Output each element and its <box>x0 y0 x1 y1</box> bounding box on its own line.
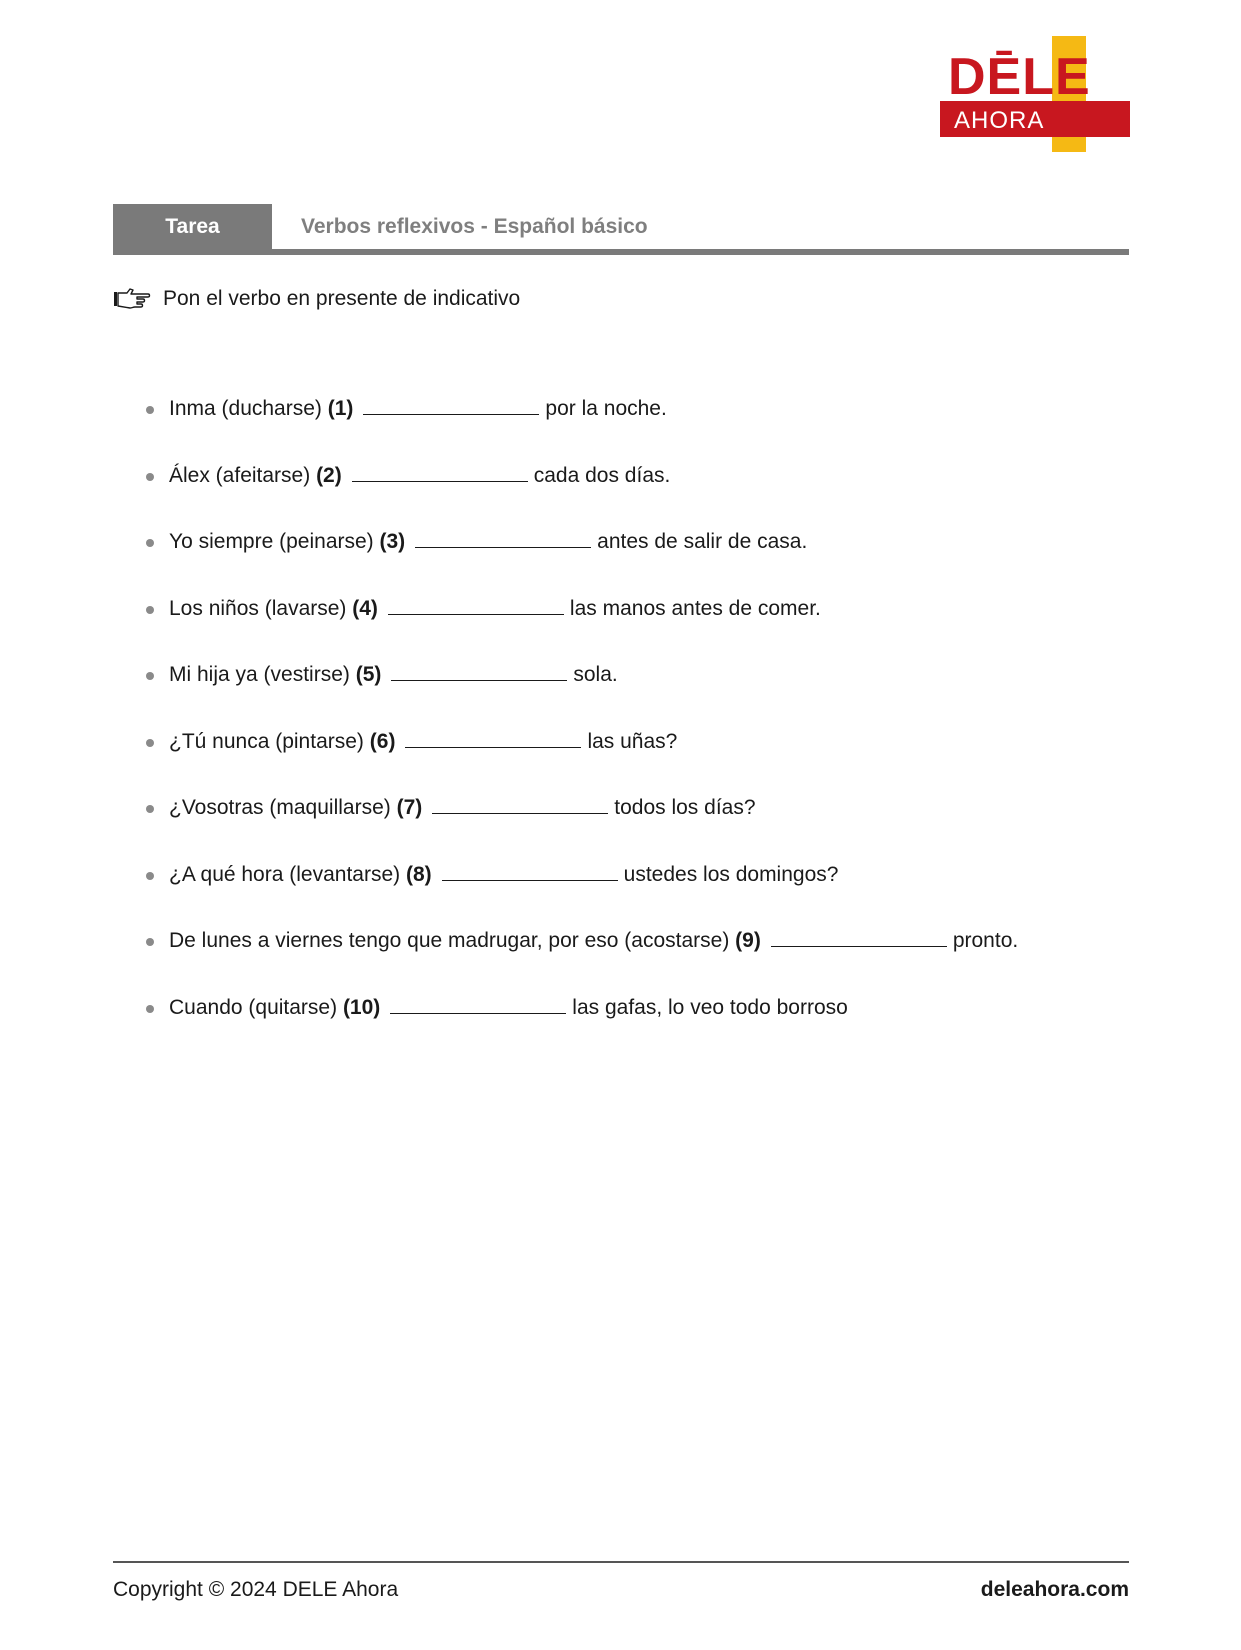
exercise-number: (9) <box>735 929 761 952</box>
bullet-icon <box>146 539 154 547</box>
exercise-prompt: Mi hija ya (vestirse) <box>169 663 356 686</box>
bullet-icon <box>146 872 154 880</box>
exercise-item <box>146 596 1106 663</box>
answer-blank[interactable] <box>390 995 566 1014</box>
exercise-continuation: sola. <box>573 663 618 686</box>
exercise-prompt: Cuando (quitarse) <box>169 995 343 1019</box>
answer-blank[interactable] <box>352 463 528 482</box>
bullet-icon <box>146 1005 154 1013</box>
answer-blank[interactable] <box>432 795 608 814</box>
exercise-prompt: Álex (afeitarse) <box>169 463 317 487</box>
exercise-continuation: ustedes los domingos? <box>623 862 839 886</box>
exercise-continuation: las uñas? <box>587 729 678 753</box>
website-link[interactable]: deleahora.com <box>980 1578 1129 1601</box>
logo-subtitle: AHORA <box>954 107 1045 134</box>
exercise-item <box>146 862 1106 929</box>
footer-rule <box>113 1561 1129 1563</box>
exercise-prompt: De lunes a viernes tengo que madrugar, por eso (acostarse) <box>169 929 736 952</box>
bullet-icon <box>146 938 154 946</box>
copyright-text: Copyright © 2024 DELE Ahora <box>113 1578 399 1601</box>
exercise-continuation: por la noche. <box>545 397 667 420</box>
exercise-continuation: las gafas, lo veo todo borroso <box>572 995 848 1019</box>
exercise-number: (2) <box>316 463 342 487</box>
exercise-number: (8) <box>405 862 432 886</box>
dele-ahora-logo <box>940 36 1130 156</box>
exercise-continuation: pronto. <box>952 929 1019 952</box>
exercise-number: (6) <box>369 729 396 753</box>
logo-graphic <box>940 36 1130 156</box>
bullet-icon <box>146 805 154 813</box>
logo-wordmark: DĒLE <box>948 48 1091 106</box>
exercise-item <box>146 995 1106 1062</box>
exercise-prompt: ¿Vosotras (maquillarse) <box>169 796 397 819</box>
exercise-list <box>146 396 1106 1061</box>
exercise-item <box>146 729 1106 796</box>
instruction-text: Pon el verbo en presente de indicativo <box>163 287 521 310</box>
answer-blank[interactable] <box>363 396 539 415</box>
answer-blank[interactable] <box>388 596 564 615</box>
exercise-item <box>146 463 1106 530</box>
exercise-number: (7) <box>396 796 423 819</box>
answer-blank[interactable] <box>405 729 581 748</box>
exercise-item <box>146 662 1106 729</box>
page-footer <box>113 1561 1129 1601</box>
exercise-number: (3) <box>379 530 406 553</box>
exercise-continuation: todos los días? <box>614 796 756 819</box>
task-tag: Tarea <box>113 204 272 250</box>
exercise-number: (5) <box>355 663 382 686</box>
bullet-icon <box>146 672 154 680</box>
answer-blank[interactable] <box>415 529 591 548</box>
exercise-item <box>146 928 1106 995</box>
exercise-item <box>146 529 1106 596</box>
answer-blank[interactable] <box>771 928 947 947</box>
exercise-prompt: ¿Tú nunca (pintarse) <box>169 729 370 753</box>
bullet-icon <box>146 406 154 414</box>
bullet-icon <box>146 739 154 747</box>
exercise-continuation: las manos antes de comer. <box>569 596 821 620</box>
exercise-number: (10) <box>342 995 381 1019</box>
exercise-continuation: cada dos días. <box>533 463 671 487</box>
exercise-prompt: Yo siempre (peinarse) <box>169 530 380 553</box>
instruction <box>113 284 520 314</box>
exercise-prompt: Los niños (lavarse) <box>169 596 353 620</box>
answer-blank[interactable] <box>391 662 567 681</box>
task-header <box>113 204 1129 254</box>
exercise-number: (4) <box>352 596 378 620</box>
exercise-continuation: antes de salir de casa. <box>597 530 808 553</box>
exercise-item <box>146 795 1106 862</box>
header-rule <box>113 249 1129 255</box>
answer-blank[interactable] <box>442 862 618 881</box>
task-title: Verbos reflexivos - Español básico <box>301 215 648 238</box>
exercise-item <box>146 396 1106 463</box>
exercise-prompt: Inma (ducharse) <box>169 397 328 420</box>
exercise-number: (1) <box>327 397 354 420</box>
bullet-icon <box>146 473 154 481</box>
pointing-hand-icon <box>113 287 151 311</box>
exercise-prompt: ¿A qué hora (levantarse) <box>169 862 406 886</box>
bullet-icon <box>146 606 154 614</box>
